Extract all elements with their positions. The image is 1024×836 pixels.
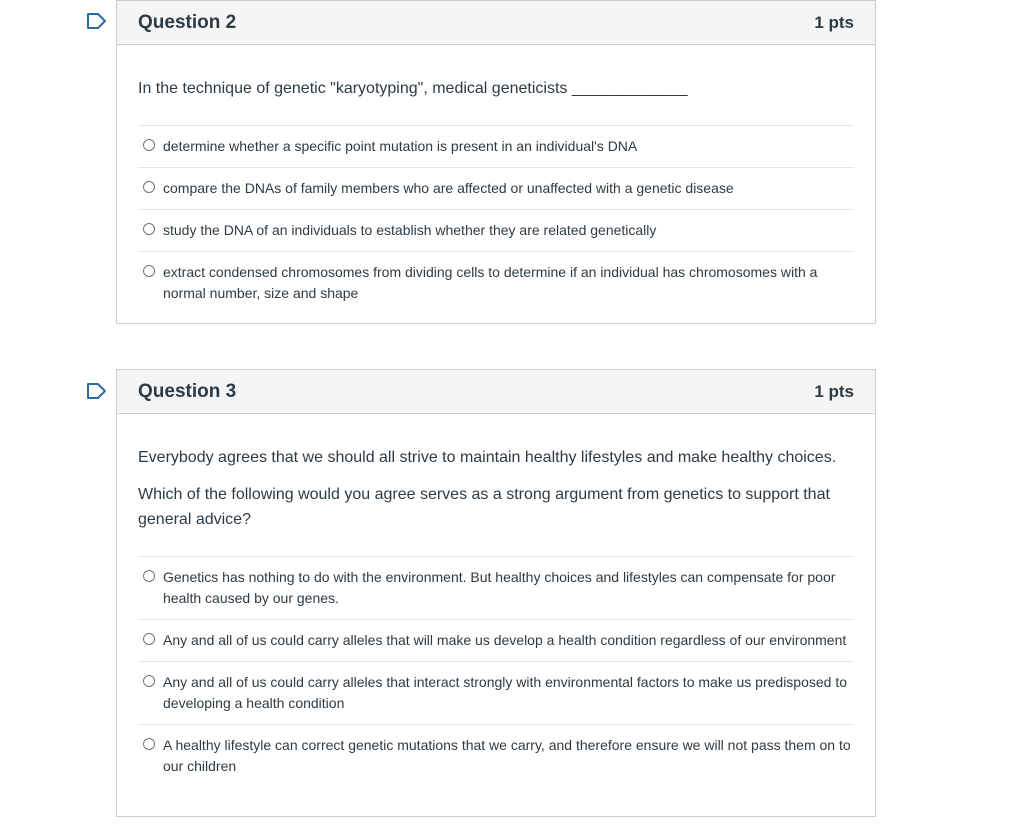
radio-button[interactable] (143, 139, 155, 151)
flag-question-icon[interactable] (86, 382, 108, 400)
question-text: In the technique of genetic "karyotyping", medical geneticists _____________ (138, 80, 688, 97)
answer-label[interactable]: compare the DNAs of family members who are affected or unaffected with a genetic disease (163, 180, 734, 196)
answer-option[interactable] (138, 662, 854, 725)
answer-label[interactable]: study the DNA of an individuals to establish whether they are related genetically (163, 222, 657, 238)
question-points: 1 pts (814, 381, 854, 401)
question-title: Question 2 (138, 11, 237, 33)
flag-question-icon[interactable] (86, 12, 108, 30)
question-title: Question 3 (138, 380, 237, 402)
radio-button[interactable] (143, 181, 155, 193)
answer-option[interactable] (138, 252, 854, 314)
answer-option[interactable] (138, 725, 854, 787)
answer-option[interactable] (138, 557, 854, 620)
question-2-card (116, 0, 876, 324)
radio-button[interactable] (143, 223, 155, 235)
question-body (117, 445, 875, 787)
answer-label[interactable]: determine whether a specific point mutation is present in an individual's DNA (163, 138, 638, 154)
radio-button[interactable] (143, 738, 155, 750)
radio-button[interactable] (143, 570, 155, 582)
answer-label[interactable]: Any and all of us could carry alleles that will make us develop a health condition regardless of our environment (163, 632, 847, 648)
answer-list (138, 556, 854, 787)
question-3-card (116, 369, 876, 817)
answer-option[interactable] (138, 168, 854, 210)
question-header (117, 1, 875, 45)
answer-list (138, 125, 854, 314)
answer-option[interactable] (138, 126, 854, 168)
question-header (117, 370, 875, 414)
question-body (117, 76, 875, 314)
radio-button[interactable] (143, 633, 155, 645)
answer-label[interactable]: A healthy lifestyle can correct genetic mutations that we carry, and therefore ensure we will not pass them on to our children (163, 737, 851, 774)
radio-button[interactable] (143, 265, 155, 277)
question-points: 1 pts (814, 12, 854, 32)
answer-option[interactable] (138, 210, 854, 252)
answer-label[interactable]: Genetics has nothing to do with the environment. But healthy choices and lifestyles can compensate for poor health caused by our genes. (163, 569, 836, 606)
answer-label[interactable]: Any and all of us could carry alleles that interact strongly with environmental factors to make us predisposed to developing a health condition (163, 674, 848, 711)
radio-button[interactable] (143, 675, 155, 687)
question-text: Everybody agrees that we should all strive to maintain healthy lifestyles and make healthy choices. (138, 449, 837, 466)
answer-label[interactable]: extract condensed chromosomes from dividing cells to determine if an individual has chromosomes with a normal number, size and shape (163, 264, 818, 301)
answer-option[interactable] (138, 620, 854, 662)
question-text: Which of the following would you agree serves as a strong argument from genetics to support that general advice? (138, 486, 830, 528)
